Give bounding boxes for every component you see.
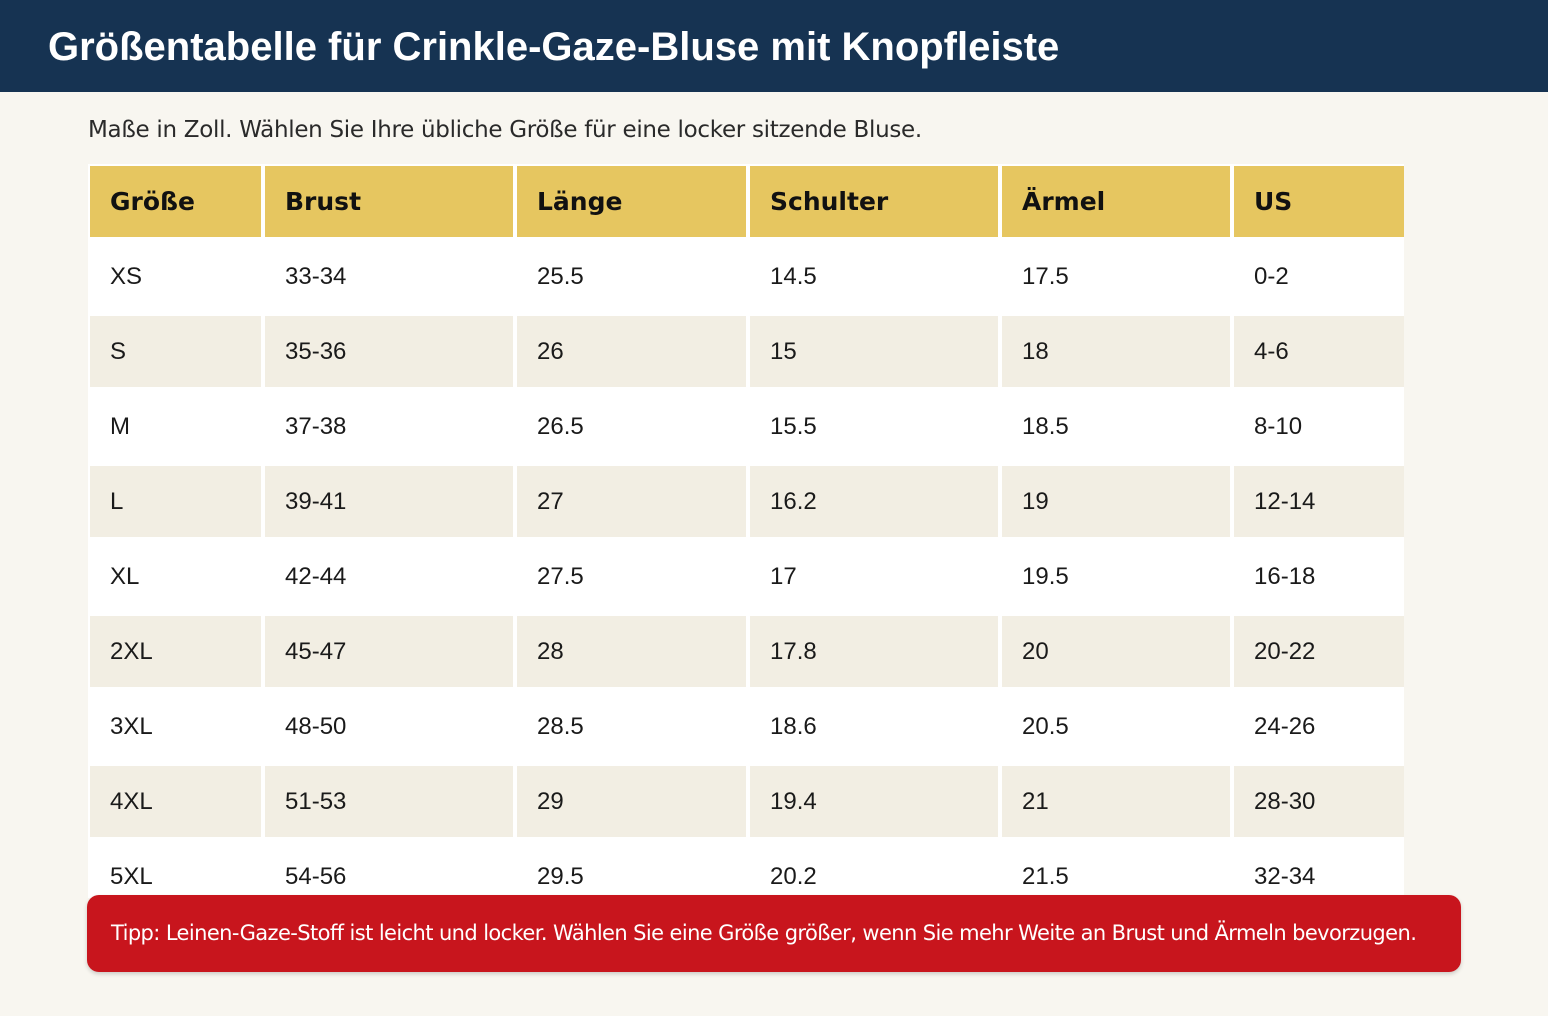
table-cell: 12-14: [1234, 466, 1404, 537]
table-cell: 26: [517, 316, 746, 387]
table-cell: 51-53: [265, 766, 513, 837]
column-header-size: Größe: [90, 166, 261, 237]
table-cell: 24-26: [1234, 691, 1404, 762]
table-cell: 29: [517, 766, 746, 837]
measurement-note: Maße in Zoll. Wählen Sie Ihre übliche Größe für eine locker sitzende Bluse.: [88, 117, 922, 143]
table-cell: XL: [90, 541, 261, 612]
table-cell: 4-6: [1234, 316, 1404, 387]
table-cell: 21: [1002, 766, 1230, 837]
table-cell: 19: [1002, 466, 1230, 537]
table-cell: 33-34: [265, 241, 513, 312]
table-row: [90, 616, 1404, 687]
table-row: [90, 841, 1404, 898]
column-header-shoulder: Schulter: [750, 166, 998, 237]
page-title: Größentabelle für Crinkle-Gaze-Bluse mit Knopfleiste: [48, 25, 1060, 69]
table-cell: 37-38: [265, 391, 513, 462]
table-cell: 17.8: [750, 616, 998, 687]
header-bar: [0, 0, 1548, 92]
table-row: [90, 241, 1404, 312]
column-header-sleeve: Ärmel: [1002, 166, 1230, 237]
table-row: [90, 466, 1404, 537]
table-cell: 39-41: [265, 466, 513, 537]
table-cell: 26.5: [517, 391, 746, 462]
table-cell: 27.5: [517, 541, 746, 612]
column-header-chest: Brust: [265, 166, 513, 237]
table-cell: 16-18: [1234, 541, 1404, 612]
table-header-row: [90, 166, 1404, 237]
table-cell: 20.2: [750, 841, 998, 898]
table-cell: 19.4: [750, 766, 998, 837]
table-cell: 42-44: [265, 541, 513, 612]
table-cell: 32-34: [1234, 841, 1404, 898]
table-cell: 20: [1002, 616, 1230, 687]
table-cell: 4XL: [90, 766, 261, 837]
table-cell: 18: [1002, 316, 1230, 387]
table-cell: 2XL: [90, 616, 261, 687]
table-cell: 19.5: [1002, 541, 1230, 612]
column-header-us: US: [1234, 166, 1404, 237]
table-cell: XS: [90, 241, 261, 312]
table-cell: L: [90, 466, 261, 537]
table-cell: 54-56: [265, 841, 513, 898]
size-table-container: [88, 164, 1404, 898]
tip-text: Tipp: Leinen-Gaze-Stoff ist leicht und locker. Wählen Sie eine Größe größer, wenn Sie mehr Weite an Brust und Ärmeln bevorzugen.: [111, 921, 1417, 945]
table-row: [90, 316, 1404, 387]
table-cell: 28.5: [517, 691, 746, 762]
table-cell: 8-10: [1234, 391, 1404, 462]
size-table: [88, 164, 1404, 898]
table-cell: 15.5: [750, 391, 998, 462]
table-row: [90, 691, 1404, 762]
table-cell: 3XL: [90, 691, 261, 762]
table-cell: 28-30: [1234, 766, 1404, 837]
table-cell: 17: [750, 541, 998, 612]
table-cell: 14.5: [750, 241, 998, 312]
table-cell: 48-50: [265, 691, 513, 762]
table-cell: 20.5: [1002, 691, 1230, 762]
table-cell: 20-22: [1234, 616, 1404, 687]
column-header-length: Länge: [517, 166, 746, 237]
table-row: [90, 391, 1404, 462]
table-cell: 16.2: [750, 466, 998, 537]
table-cell: 18.6: [750, 691, 998, 762]
table-cell: 29.5: [517, 841, 746, 898]
table-cell: 5XL: [90, 841, 261, 898]
table-cell: 15: [750, 316, 998, 387]
table-cell: 0-2: [1234, 241, 1404, 312]
table-cell: 17.5: [1002, 241, 1230, 312]
table-row: [90, 541, 1404, 612]
table-cell: 21.5: [1002, 841, 1230, 898]
table-cell: 25.5: [517, 241, 746, 312]
tip-banner: [87, 895, 1461, 972]
table-cell: S: [90, 316, 261, 387]
table-cell: 28: [517, 616, 746, 687]
table-cell: 35-36: [265, 316, 513, 387]
table-cell: 45-47: [265, 616, 513, 687]
table-cell: 27: [517, 466, 746, 537]
table-row: [90, 766, 1404, 837]
table-cell: M: [90, 391, 261, 462]
table-cell: 18.5: [1002, 391, 1230, 462]
